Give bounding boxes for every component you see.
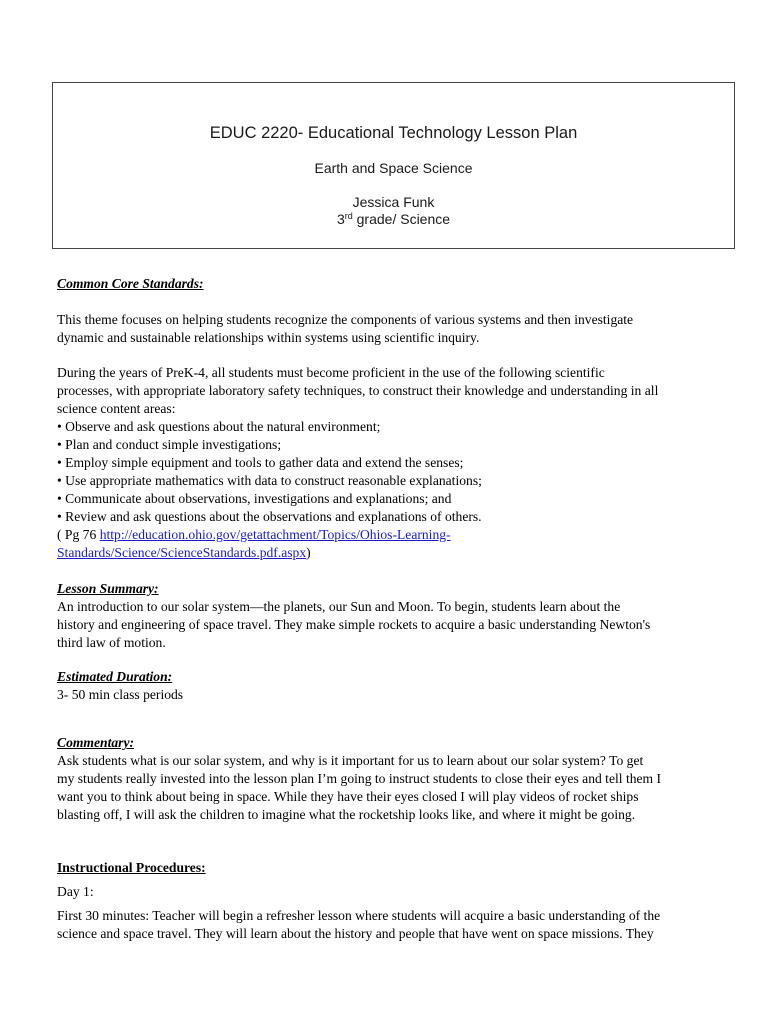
duration-value: 3- 50 min class periods [57,687,184,702]
document-subtitle: Earth and Space Science [314,160,473,176]
summary-section [57,580,737,652]
standards-paragraph-1 [57,311,737,347]
reference-prefix: ( Pg 76 [57,527,100,542]
procedures-heading: Instructional Procedures: [57,860,206,875]
paragraph-line: Ask students what is our solar system, and why is it important for us to learn about our solar system? To get [57,753,644,768]
paragraph-line: An introduction to our solar system—the planets, our Sun and Moon. To begin, students learn about the [57,599,621,614]
procedures-body [57,907,737,943]
paragraph-line: third law of motion. [57,635,166,650]
title-box [52,82,735,249]
standards-heading: Common Core Standards: [57,276,204,291]
standards-link[interactable]: http://education.ohio.gov/getattachment/Topics/Ohios-Learning- [99,527,451,542]
paragraph-line: want you to think about being in space. While they have their eyes closed I will play videos of rocket ships [57,789,639,804]
paragraph-line: During the years of PreK-4, all students must become proficient in the use of the following scientific [57,365,605,380]
bullet-item: • Use appropriate mathematics with data to construct reasonable explanations; [57,473,482,488]
summary-heading: Lesson Summary: [57,581,159,596]
duration-section [57,668,737,704]
paragraph-line: First 30 minutes: Teacher will begin a refresher lesson where students will acquire a basic understanding of the [57,908,661,923]
bullet-item: • Observe and ask questions about the natural environment; [57,419,381,434]
paragraph-line: blasting off, I will ask the children to imagine what the rocketship looks like, and where it might be going. [57,807,636,822]
standards-section [57,275,737,293]
standards-paragraph-2 [57,364,737,562]
paragraph-line: science content areas: [57,401,176,416]
paragraph-line: my students really invested into the lesson plan I’m going to instruct students to close their eyes and tell them I [57,771,662,786]
bullet-item: • Communicate about observations, investigations and explanations; and [57,491,452,506]
reference-line-2 [57,544,737,562]
grade-subject-text: grade/ Science [352,211,451,227]
procedures-section [57,859,737,877]
grade-number: 3 [336,211,345,227]
paragraph-line: processes, with appropriate laboratory safety techniques, to construct their knowledge and understanding in all [57,383,659,398]
paragraph-line: history and engineering of space travel. They make simple rockets to acquire a basic understanding Newton's [57,617,651,632]
author-name: Jessica Funk [352,194,435,210]
commentary-heading: Commentary: [57,735,135,750]
bullet-item: • Employ simple equipment and tools to gather data and extend the senses; [57,455,464,470]
bullet-item: • Plan and conduct simple investigations; [57,437,282,452]
grade-subject [53,211,734,227]
reference-suffix: ) [306,545,311,560]
commentary-section [57,734,737,824]
standards-link-continued[interactable]: Standards/Science/ScienceStandards.pdf.aspx [57,545,307,560]
paragraph-line: dynamic and sustainable relationships within systems using scientific inquiry. [57,330,480,345]
bullet-item: • Review and ask questions about the observations and explanations of others. [57,509,482,524]
paragraph-line: This theme focuses on helping students recognize the components of various systems and then investigate [57,312,634,327]
procedures-day [57,883,737,901]
duration-heading: Estimated Duration: [57,669,173,684]
document-title: EDUC 2220- Educational Technology Lesson Plan [209,124,578,142]
grade-ordinal-suffix: rd [344,211,353,221]
day-label: Day 1: [57,884,94,899]
reference-line [57,526,737,544]
paragraph-line: science and space travel. They will learn about the history and people that have went on space missions. They [57,926,654,941]
